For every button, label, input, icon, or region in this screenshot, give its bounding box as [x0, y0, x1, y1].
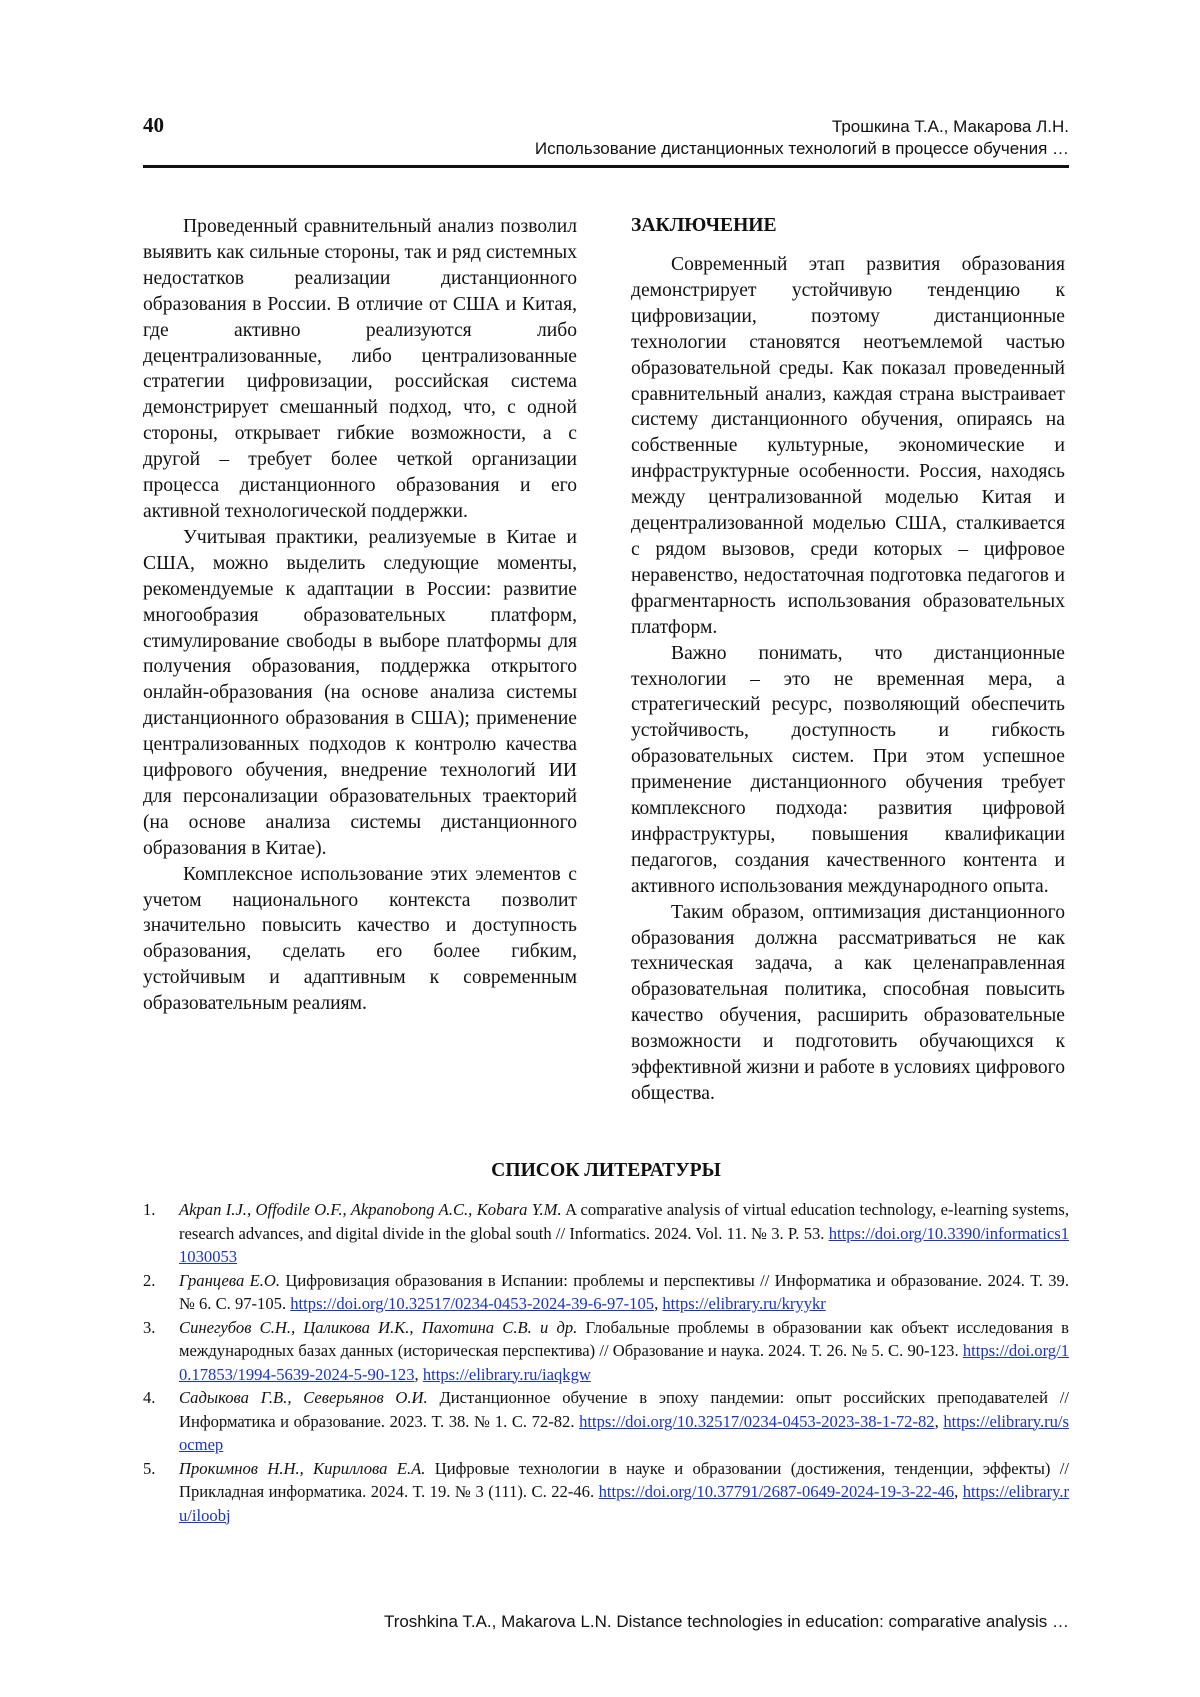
reference-doi-link[interactable]: https://doi.org/10.37791/2687-0649-2024-19-3-22-46: [598, 1482, 955, 1501]
reference-item: [143, 1269, 1069, 1316]
reference-elibrary-link[interactable]: https://elibrary.ru/iloobj: [179, 1482, 1070, 1525]
reference-text: Глобальные проблемы в образовании как объект исследования в международных базах данных (историческая перспектива) // Образование и наука. 2024. Т. 26. № 5. С. 90-123.: [179, 1317, 1069, 1360]
reference-doi-link[interactable]: https://doi.org/10.32517/0234-0453-2023-38-1-72-82: [579, 1411, 935, 1431]
reference-text: Цифровые технологии в науке и образовании (достижения, тенденции, эффекты) // Прикладная информатика. 2024. Т. 19. № 3 (111). С. 22-46.: [179, 1458, 1070, 1501]
reference-text: A comparative analysis of virtual education technology, e-learning systems, research advances, and digital divide in the global south // Informatics. 2024. Vol. 11. № 3. P. 53.: [179, 1200, 1070, 1243]
left-column: [143, 214, 577, 1017]
header-divider: [143, 165, 1069, 168]
body-paragraph: Современный этап развития образования демонстрирует устойчивую тенденцию к цифровизации, поэтому дистанционные технологии становятся неотъемлемой частью образовательной среды. Как показал проведенный сравнительный анализ, каждая страна выстраивает систему дистанционного обучения, опираясь на собственные культурные, экономические и инфраструктурные особенности. Россия, находясь между централизованной моделью Китая и децентрализованной моделью США, сталкивается с рядом вызовов, среди которых – цифровое неравенство, недостаточная подготовка педагогов и фрагментарность использования образовательных платформ.: [631, 254, 1065, 638]
page-number: 40: [143, 113, 164, 137]
reference-number: 1.: [143, 1200, 156, 1219]
reference-item: [143, 1316, 1069, 1387]
reference-doi-link[interactable]: https://doi.org/10.17853/1994-5639-2024-5-90-123: [179, 1341, 1069, 1384]
reference-number: 2.: [143, 1270, 156, 1290]
reference-authors: Akpan I.J., Offodile O.F., Akpanobong A.C., Kobara Y.M.: [179, 1200, 562, 1219]
reference-item: [143, 1198, 1069, 1269]
body-paragraph: Проведенный сравнительный анализ позволил выявить как сильные стороны, так и ряд системных недостатков реализации дистанционного образования в России. В отличие от США и Китая, где активно реализуются либо децентрализованные, либо централизованные стратегии цифровизации, российская система демонстрирует смешанный подход, что, с одной стороны, открывает гибкие возможности, а с другой – требует более четкой организации процесса дистанционного образования и его активной технологической поддержки.: [143, 216, 577, 522]
reference-elibrary-link[interactable]: https://elibrary.ru/kryykr: [662, 1294, 826, 1313]
conclusion-heading: ЗАКЛЮЧЕНИЕ: [631, 215, 777, 236]
reference-authors: Гранцева Е.О.: [179, 1270, 281, 1290]
reference-number: 4.: [143, 1388, 156, 1407]
reference-item: [143, 1457, 1069, 1528]
reference-text: Цифровизация образования в Испании: проблемы и перспективы // Информатика и образование. 2024. Т. 39. № 6. С. 97-105.: [179, 1270, 1069, 1313]
body-paragraph: Таким образом, оптимизация дистанционного образования должна рассматриваться не как техническая задача, а как целенаправленная образовательная политика, способная повысить качество обучения, расширить образовательные возможности и подготовить обучающихся к эффективной жизни и работе в условиях цифрового общества.: [631, 901, 1065, 1104]
page-footer: Troshkina T.A., Makarova L.N. Distance technologies in education: comparative analysis …: [383, 1612, 1069, 1631]
reference-elibrary-link[interactable]: https://elibrary.ru/iaqkgw: [422, 1364, 591, 1384]
reference-authors: Прокимнов Н.Н., Кириллова Е.А.: [179, 1458, 426, 1478]
body-paragraph: Учитывая практики, реализуемые в Китае и США, можно выделить следующие моменты, рекомендуемые к адаптации в России: развитие многообразия образовательных платформ, стимулирование свободы в выборе платформы для получения образования, поддержка открытого онлайн-образования (на основе анализа системы дистанционного образования в США); применение централизованных подходов к контролю качества цифрового обучения, внедрение технологий ИИ для персонализации образовательных траекторий (на основе анализа системы дистанционного образования в Китае).: [143, 526, 577, 859]
page-header: [143, 113, 1069, 169]
body-paragraph: Комплексное использование этих элементов с учетом национального контекста позволит значительно повысить качество и доступность образования, сделать его более гибким, устойчивым и адаптивным к современным образовательным реалиям.: [143, 863, 577, 1015]
reference-authors: Садыкова Г.В., Северьянов О.И.: [179, 1388, 428, 1407]
right-column: [631, 214, 1065, 1107]
reference-text: Дистанционное обучение в эпоху пандемии: опыт российских преподавателей // Информатика и образование. 2023. Т. 38. № 1. С. 72-82.: [179, 1388, 1069, 1431]
body-paragraph: Важно понимать, что дистанционные технологии – это не временная мера, а стратегический ресурс, позволяющий обеспечить устойчивость, доступность и гибкость образовательных систем. При этом успешное применение дистанционного обучения требует комплексного подхода: развития цифровой инфраструктуры, повышения квалификации педагогов, создания качественного контента и активного использования международного опыта.: [631, 642, 1065, 897]
references-heading: СПИСОК ЛИТЕРАТУРЫ: [491, 1160, 721, 1181]
reference-doi-link[interactable]: https://doi.org/10.3390/informatics11030053: [179, 1223, 1069, 1266]
running-head-title: Использование дистанционных технологий в процессе обучения …: [534, 139, 1069, 158]
reference-separator: ,: [414, 1364, 423, 1384]
reference-item: [143, 1386, 1069, 1457]
reference-list: [143, 1198, 1069, 1527]
reference-separator: ,: [954, 1482, 963, 1501]
reference-number: 5.: [143, 1458, 156, 1478]
reference-number: 3.: [143, 1317, 156, 1337]
reference-separator: ,: [934, 1411, 944, 1431]
reference-authors: Синегубов С.Н., Цаликова И.К., Пахотина С.В. и др.: [179, 1317, 578, 1337]
reference-elibrary-link[interactable]: https://elibrary.ru/socmep: [179, 1411, 1070, 1454]
running-head-authors: Трошкина Т.А., Макарова Л.Н.: [831, 117, 1069, 136]
reference-doi-link[interactable]: https://doi.org/10.32517/0234-0453-2024-39-6-97-105: [290, 1294, 655, 1313]
reference-separator: ,: [654, 1294, 663, 1313]
